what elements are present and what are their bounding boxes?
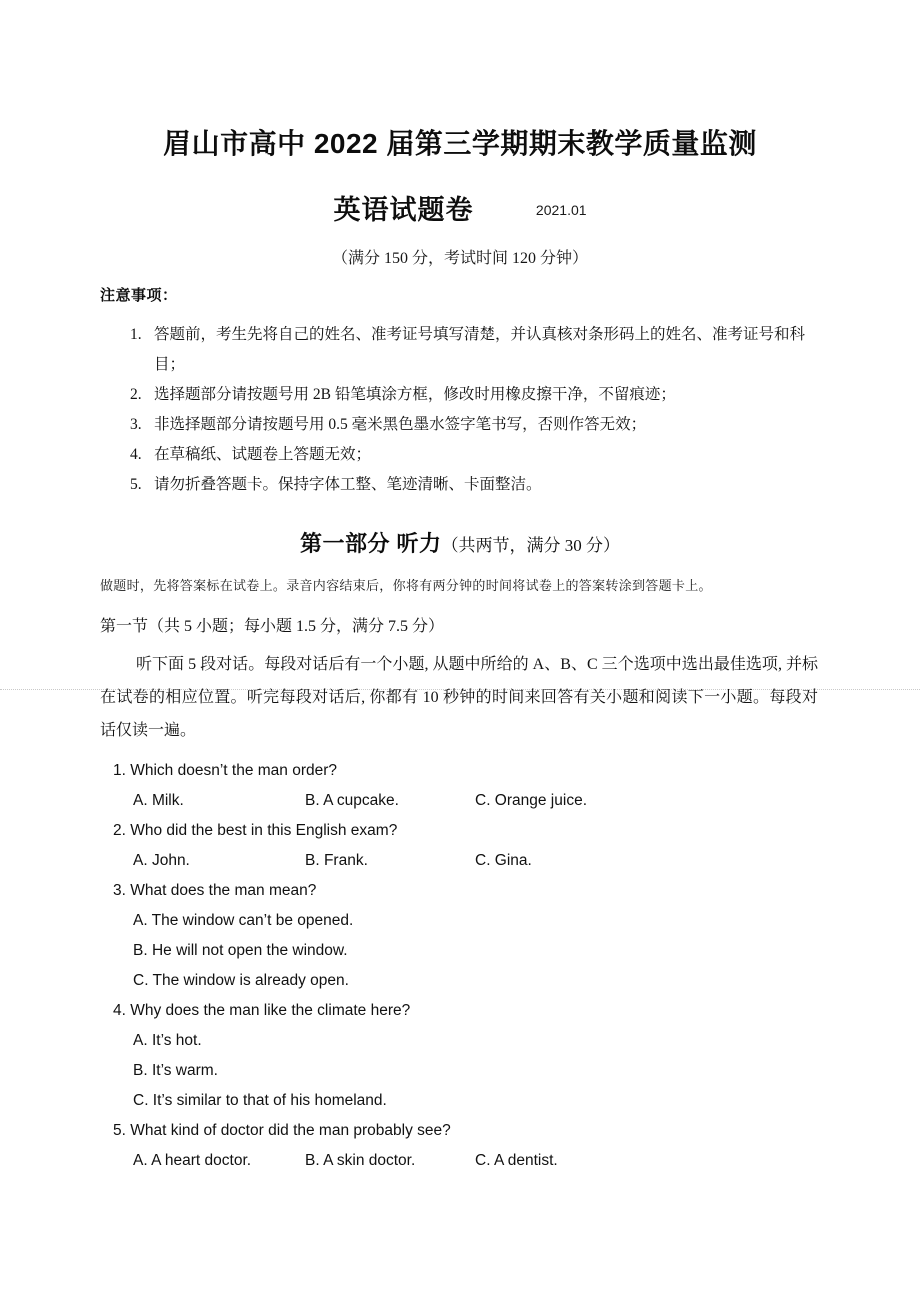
option-b[interactable]: B. A skin doctor. xyxy=(305,1152,416,1169)
notice-item-text: 选择题部分请按题号用 2B 铅笔填涂方框，修改时用橡皮擦干净，不留痕迹； xyxy=(154,386,676,403)
part-one-heading-sub: （共两节，满分 30 分） xyxy=(441,536,621,555)
subject-row xyxy=(0,188,920,227)
notice-item xyxy=(130,440,830,470)
question-stem: 4. Why does the man like the climate here? xyxy=(113,1002,411,1019)
option-a[interactable]: A. The window can’t be opened. xyxy=(133,912,354,929)
notice-item xyxy=(130,410,830,440)
question-item xyxy=(113,816,873,876)
option-row xyxy=(113,846,873,876)
option-a[interactable]: A. It’s hot. xyxy=(133,1032,202,1049)
notice-label: 注意事项： xyxy=(100,287,178,304)
notice-item xyxy=(130,320,830,380)
option-row xyxy=(113,786,873,816)
score-and-time-line: （满分 150 分，考试时间 120 分钟） xyxy=(331,250,588,267)
question-stem: 1. Which doesn’t the man order? xyxy=(113,762,338,779)
option-b[interactable]: B. Frank. xyxy=(305,852,368,869)
part-one-heading xyxy=(0,527,920,558)
option-c[interactable]: C. Gina. xyxy=(475,852,532,869)
notice-item-text: 非选择题部分请按题号用 0.5 毫米黑色墨水签字笔书写，否则作答无效； xyxy=(154,416,647,433)
option-b[interactable]: B. A cupcake. xyxy=(305,792,399,809)
option-a[interactable]: A. John. xyxy=(133,852,190,869)
question-stem: 3. What does the man mean? xyxy=(113,882,317,899)
option-c[interactable]: C. Orange juice. xyxy=(475,792,587,809)
option-b[interactable]: B. He will not open the window. xyxy=(133,942,348,959)
option-c[interactable]: C. A dentist. xyxy=(475,1152,558,1169)
option-a[interactable]: A. A heart doctor. xyxy=(133,1152,252,1169)
notice-item-number: 3. xyxy=(130,416,142,433)
notice-item-text: 答题前，考生先将自己的姓名、准考证号填写清楚，并认真核对条形码上的姓名、准考证号和科目； xyxy=(154,326,806,373)
listening-note: 做题时，先将答案标在试卷上。录音内容结束后，你将有两分钟的时间将试卷上的答案转涂到答题卡上。 xyxy=(100,578,712,593)
notice-item-number: 1. xyxy=(130,326,142,343)
question-item xyxy=(113,876,873,996)
notice-item xyxy=(130,470,830,500)
section-one-heading: 第一节（共 5 小题；每小题 1.5 分，满分 7.5 分） xyxy=(100,618,445,635)
notice-item-text: 请勿折叠答题卡。保持字体工整、笔迹清晰、卡面整洁。 xyxy=(154,476,542,493)
question-item xyxy=(113,996,873,1116)
exam-date: 2021.01 xyxy=(535,202,587,218)
option-row xyxy=(113,1146,873,1176)
option-column xyxy=(113,906,873,996)
question-list xyxy=(113,756,873,1176)
option-b[interactable]: B. It’s warm. xyxy=(133,1062,218,1079)
notice-list xyxy=(130,320,830,500)
notice-item-text: 在草稿纸、试题卷上答题无效； xyxy=(154,446,372,463)
notice-item xyxy=(130,380,830,410)
page-title: 眉山市高中 2022 届第三学期期末教学质量监测 xyxy=(163,128,757,159)
question-stem: 5. What kind of doctor did the man probably see? xyxy=(113,1122,451,1139)
option-column xyxy=(113,1026,873,1116)
notice-item-number: 5. xyxy=(130,476,142,493)
notice-item-number: 4. xyxy=(130,446,142,463)
section-one-instructions: 听下面 5 段对话。每段对话后有一个小题, 从题中所给的 A、B、C 三个选项中选出最佳选项, 并标在试卷的相应位置。听完每段对话后, 你都有 10 秒钟的时间来回答有关小题和阅读下一小题。每段对话仅读一遍。 xyxy=(100,656,818,739)
option-c[interactable]: C. The window is already open. xyxy=(133,972,349,989)
option-a[interactable]: A. Milk. xyxy=(133,792,184,809)
notice-item-number: 2. xyxy=(130,386,142,403)
question-item xyxy=(113,756,873,816)
part-one-heading-main: 第一部分 听力 xyxy=(299,531,442,556)
option-c[interactable]: C. It’s similar to that of his homeland. xyxy=(133,1092,387,1109)
question-stem: 2. Who did the best in this English exam? xyxy=(113,822,398,839)
question-item xyxy=(113,1116,873,1176)
subject-title: 英语试题卷 xyxy=(333,195,474,225)
